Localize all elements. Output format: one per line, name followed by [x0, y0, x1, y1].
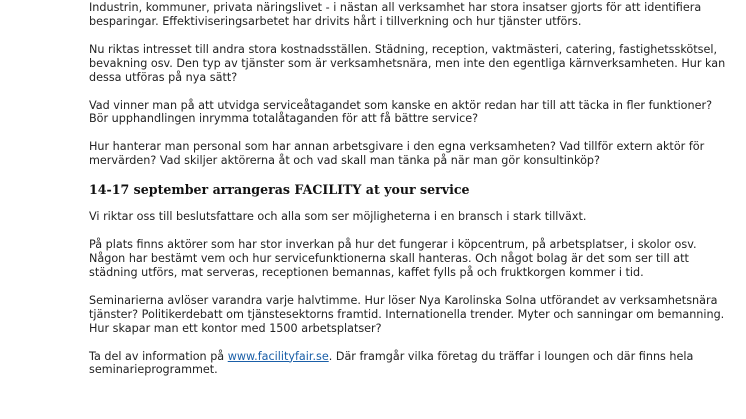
paragraph-on-site — [89, 238, 697, 280]
text-line: Nu riktas intresset till andra stora kostnadsställen. Städning, reception, vaktmästeri, catering, fastighetsskötsel, — [89, 42, 718, 56]
text-line: tjänster? Politikerdebatt om tjänstesektorns framtid. Internationella trender. Myter och sanningar om bemanning. — [89, 307, 725, 321]
text-line: Någon har bestämt vem och hur servicefunktionerna skall hanteras. Och något bolag är det som ser till att — [89, 251, 689, 265]
text-line: seminarieprogrammet. — [89, 363, 218, 377]
paragraph-cost-centers — [89, 42, 726, 85]
paragraph-more-info — [89, 349, 694, 378]
text-line: Hur hanterar man personal som har annan arbetsgivare i den egna verksamheten? Vad tillför extern aktör för — [89, 140, 705, 154]
text-line: På plats finns aktörer som har stor inverkan på hur det fungerar i köpcentrum, på arbetsplatser, i skolor osv. — [89, 238, 697, 252]
text-line: Bör upphandlingen inrymma totalåtaganden för att få bättre service? — [89, 112, 479, 126]
press-release-body — [89, 1, 726, 391]
text-line: mervärden? Vad skiljer aktörerna åt och vad skall man tänka på när man gör konsultinköp? — [89, 154, 600, 168]
text-line: bevakning osv. Den typ av tjänster som är verksamhetsnära, men inte den egentliga kärnverksamheten. Hur kan — [89, 56, 726, 70]
paragraph-personnel — [89, 140, 705, 168]
text-line: besparingar. Effektiviseringsarbetet har drivits hårt i tillverkning och hur tjänster utförs. — [89, 14, 582, 28]
text-before-link: Ta del av information på — [89, 349, 228, 363]
paragraph-service-commitment — [89, 98, 713, 127]
paragraph-seminars — [89, 293, 725, 336]
paragraph-audience — [89, 210, 669, 224]
text-line: dessa utföras på nya sätt? — [89, 70, 238, 84]
text-line: Vad vinner man på att utvidga serviceåtagandet som kanske en aktör redan har till att täcka in fler funktioner? — [89, 98, 713, 112]
text-line: städning utförs, mat serveras, receptionen bemannas, kaffet fylls på och fruktkorgen kommer i tid. — [89, 265, 644, 279]
text-line: Seminarierna avlöser varandra varje halvtimme. Hur löser Nya Karolinska Solna utförandet av verksamhetsnära — [89, 293, 718, 307]
text-after-link: . Där framgår vilka företag du träffar i loungen och där finns hela — [328, 349, 694, 363]
paragraph-intro — [89, 1, 702, 29]
text-line: Vi riktar oss till beslutsfattare och alla som ser möjligheterna i en bransch i stark tillväxt. — [89, 210, 587, 224]
text-line: Hur skapar man ett kontor med 1500 arbetsplatser? — [89, 321, 382, 335]
text-line: Industrin, kommuner, privata näringslivet - i nästan all verksamhet har stora insatser gjorts för att identifiera — [89, 1, 702, 14]
section-heading: 14-17 september arrangeras FACILITY at your service — [89, 182, 470, 198]
text-line — [89, 349, 694, 364]
facilityfair-link[interactable]: www.facilityfair.se — [227, 349, 329, 363]
